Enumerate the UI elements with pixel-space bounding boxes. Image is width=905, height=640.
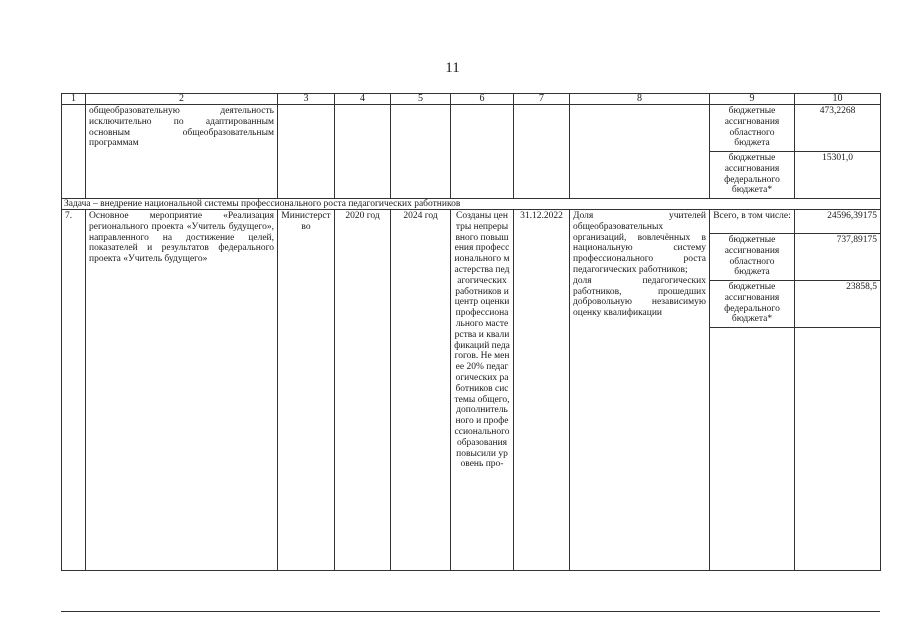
column-number: 5: [391, 94, 451, 105]
expected-result: Созданы центры непрерывного повышения профессионального мастерства педагогических работников и центр оценки профессионального мастерства и квалификаций педагогов. Не менее 20% педагогических работников системы общего, дополнительного и профессионального образования повысили уровень про-: [451, 210, 514, 571]
column-number: 6: [451, 94, 514, 105]
task-line: Задача – внедрение национальной системы профессионального роста педагогических работников: [62, 199, 881, 210]
deadline-date: 31.12.2022: [514, 210, 570, 571]
table-bottom-border: [61, 611, 880, 612]
column-number: 2: [86, 94, 278, 105]
funding-amount: 737,89175: [795, 234, 881, 281]
column-number: 4: [335, 94, 391, 105]
column-number: 7: [514, 94, 570, 105]
program-table: [61, 93, 881, 571]
funding-amount: 23858,5: [795, 281, 881, 328]
funding-total-amount: 24596,39175: [795, 210, 881, 234]
funding-source: бюджетные ассигнования федерального бюджета*: [710, 152, 795, 199]
page-number: 11: [445, 60, 460, 76]
funding-source: бюджетные ассигнования областного бюджета: [710, 105, 795, 152]
column-number: 10: [795, 94, 881, 105]
column-number: 8: [570, 94, 710, 105]
indicators: [570, 210, 710, 571]
funding-amount: 15301,0: [795, 152, 881, 199]
column-numbers-row: [62, 94, 881, 105]
funding-total-label: Всего, в том числе:: [710, 210, 795, 234]
end-date: 2024 год: [391, 210, 451, 571]
page-bottom-edge: [0, 611, 905, 640]
indicator-1: Доля учителей общеобразовательных организаций, вовлечённых в национальную систему профессионального роста педагогических работников;: [573, 211, 706, 275]
funding-amount: 473,2268: [795, 105, 881, 152]
table-row: [62, 105, 881, 152]
funding-source: бюджетные ассигнования областного бюджета: [710, 234, 795, 281]
executor: Министерство: [278, 210, 335, 571]
row-description: общеобразовательную деятельность исключительно по адаптированным основным общеобразовательным программам: [86, 105, 278, 199]
table-row: [62, 210, 881, 234]
column-number: 1: [62, 94, 86, 105]
start-date: 2020 год: [335, 210, 391, 571]
column-number: 9: [710, 94, 795, 105]
funding-source: бюджетные ассигнования федерального бюджета*: [710, 281, 795, 328]
column-number: 3: [278, 94, 335, 105]
indicator-2: доля педагогических работников, прошедших добровольную независимую оценку квалификации: [573, 275, 706, 319]
row-description: Основное мероприятие «Реализация регионального проекта «Учитель будущего», направленного на достижение целей, показателей и результатов федерального проекта «Учитель будущего»: [86, 210, 278, 571]
task-row: [62, 199, 881, 210]
row-number: 7.: [62, 210, 86, 571]
